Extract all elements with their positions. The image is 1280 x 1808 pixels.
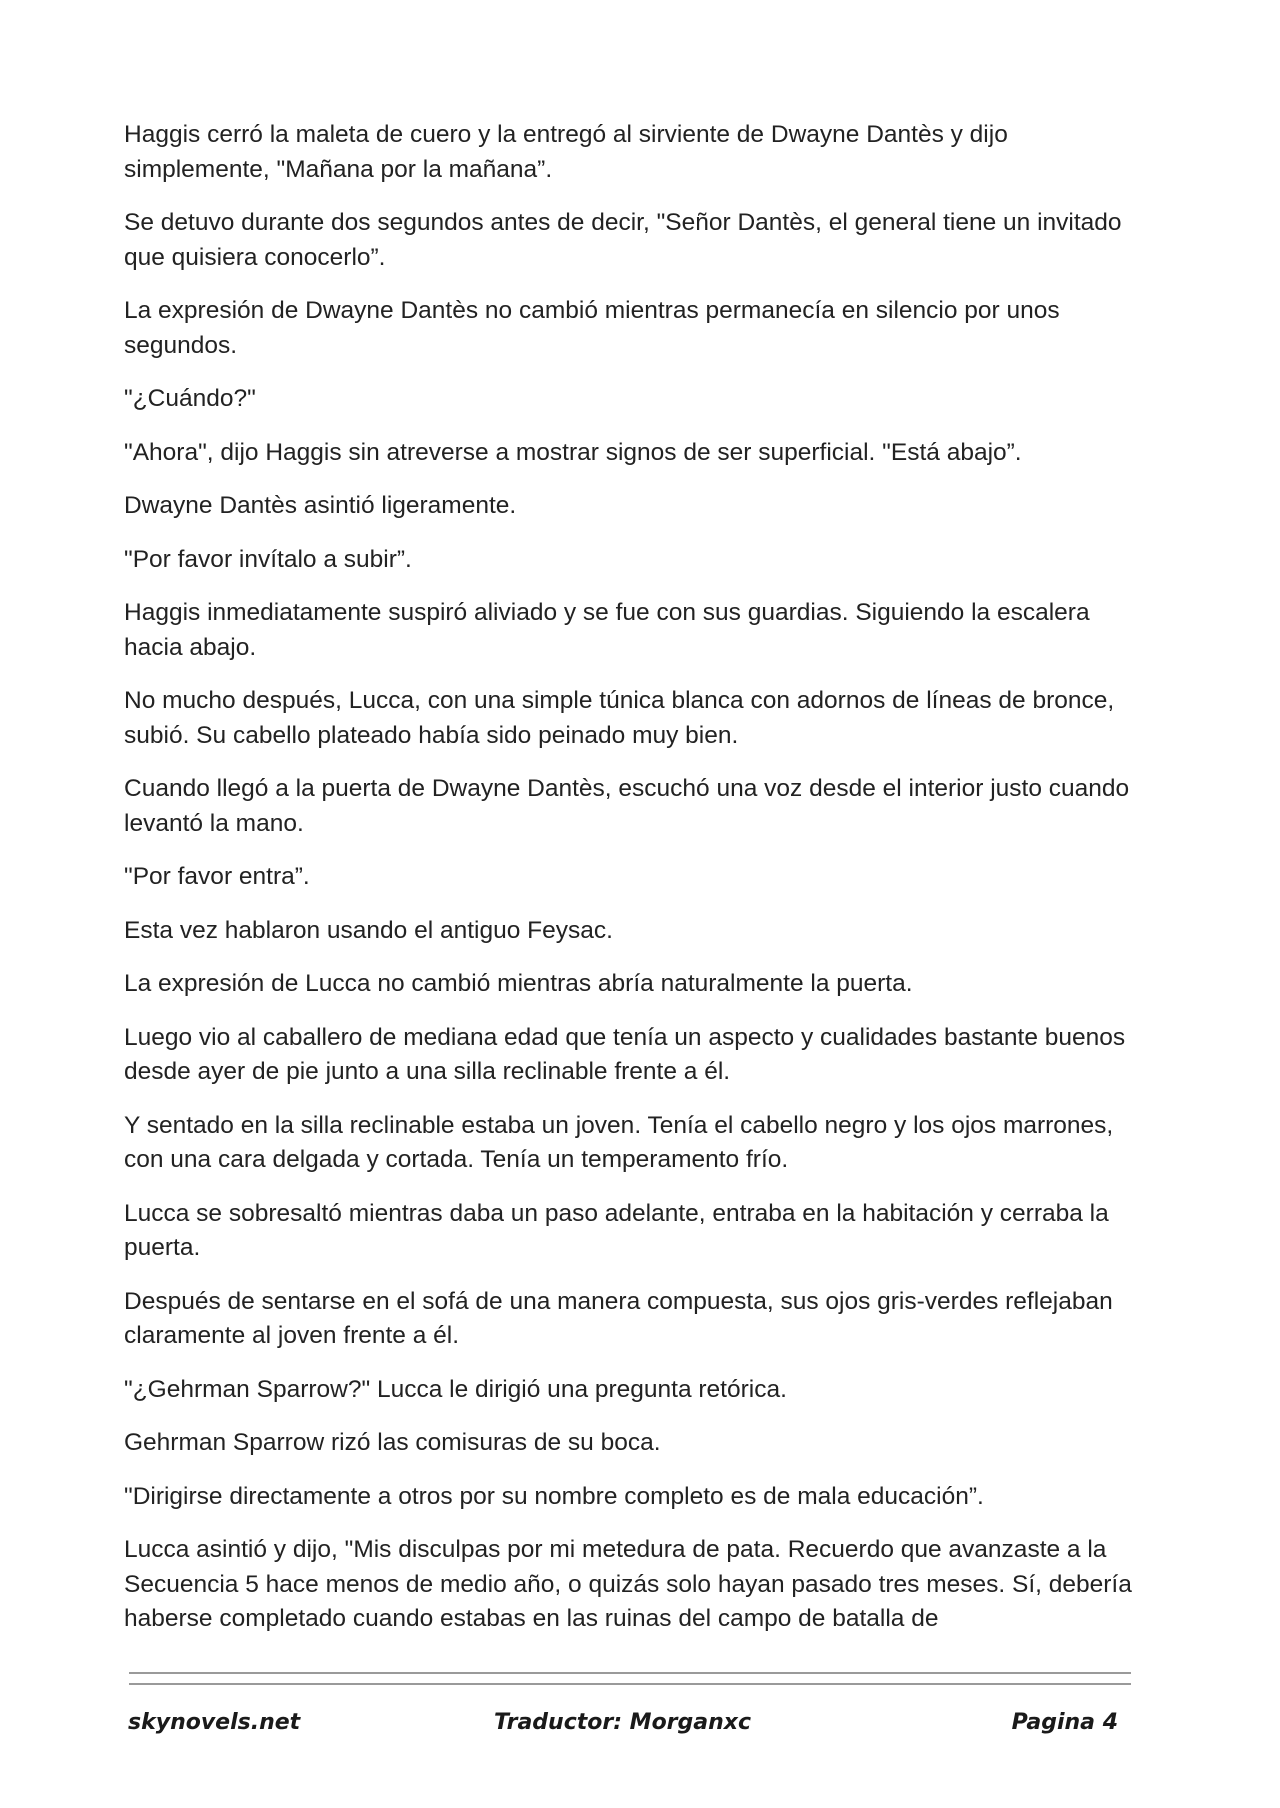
footer-divider-top bbox=[129, 1672, 1131, 1674]
paragraph: "¿Cuándo?" bbox=[124, 385, 256, 412]
paragraph: Se detuvo durante dos segundos antes de decir, "Señor Dantès, el general tiene un invitado que quisiera conocerlo”. bbox=[124, 209, 1122, 271]
paragraph: Luego vio al caballero de mediana edad que tenía un aspecto y cualidades bastante buenos desde ayer de pie junto a una silla reclinable frente a él. bbox=[124, 1023, 1126, 1085]
paragraph: Cuando llegó a la puerta de Dwayne Dantès, escuchó una voz desde el interior justo cuando levantó la mano. bbox=[124, 775, 1130, 837]
paragraph: "¿Gehrman Sparrow?" Lucca le dirigió una pregunta retórica. bbox=[124, 1375, 787, 1403]
paragraph: La expresión de Lucca no cambió mientras abría naturalmente la puerta. bbox=[124, 970, 913, 997]
paragraph: "Por favor entra”. bbox=[124, 863, 310, 890]
paragraph: Haggis cerró la maleta de cuero y la entregó al sirviente de Dwayne Dantès y dijo simplemente, "Mañana por la mañana”. bbox=[124, 121, 1008, 183]
paragraph: La expresión de Dwayne Dantès no cambió mientras permanecía en silencio por unos segundos. bbox=[124, 297, 1060, 359]
paragraph: "Ahora", dijo Haggis sin atreverse a mostrar signos de ser superficial. "Está abajo”. bbox=[124, 438, 1022, 466]
paragraph: Lucca se sobresaltó mientras daba un paso adelante, entraba en la habitación y cerraba la puerta. bbox=[124, 1199, 1109, 1261]
paragraph: "Dirigirse directamente a otros por su nombre completo es de mala educación”. bbox=[124, 1482, 984, 1510]
paragraph: Gehrman Sparrow rizó las comisuras de su boca. bbox=[124, 1429, 661, 1456]
paragraph: "Por favor invítalo a subir”. bbox=[124, 545, 412, 573]
paragraph: Después de sentarse en el sofá de una manera compuesta, sus ojos gris-verdes reflejaban claramente al joven frente a él. bbox=[124, 1287, 1113, 1349]
paragraph: Esta vez hablaron usando el antiguo Feysac. bbox=[124, 916, 613, 944]
footer-divider-bottom bbox=[129, 1683, 1131, 1685]
paragraph: No mucho después, Lucca, con una simple túnica blanca con adornos de líneas de bronce, subió. Su cabello plateado había sido peinado muy bien. bbox=[124, 687, 1115, 749]
paragraph: Lucca asintió y dijo, "Mis disculpas por mi metedura de pata. Recuerdo que avanzaste a la Secuencia 5 hace menos de medio año, o quizás solo hayan pasado tres meses. Sí, debería haberse completado cuando estabas en las ruinas del campo de batalla de bbox=[124, 1536, 1132, 1632]
footer-translator: Traductor: Morganxc bbox=[494, 1710, 752, 1735]
paragraph: Haggis inmediatamente suspiró aliviado y se fue con sus guardias. Siguiendo la escalera hacia abajo. bbox=[124, 599, 1090, 661]
paragraph: Dwayne Dantès asintió ligeramente. bbox=[124, 492, 517, 519]
document-body bbox=[124, 118, 1134, 1656]
footer-site: skynovels.net bbox=[128, 1710, 301, 1735]
footer-page-number: Pagina 4 bbox=[1011, 1710, 1118, 1735]
paragraph: Y sentado en la silla reclinable estaba un joven. Tenía el cabello negro y los ojos marrones, con una cara delgada y cortada. Tenía un temperamento frío. bbox=[124, 1111, 1114, 1173]
